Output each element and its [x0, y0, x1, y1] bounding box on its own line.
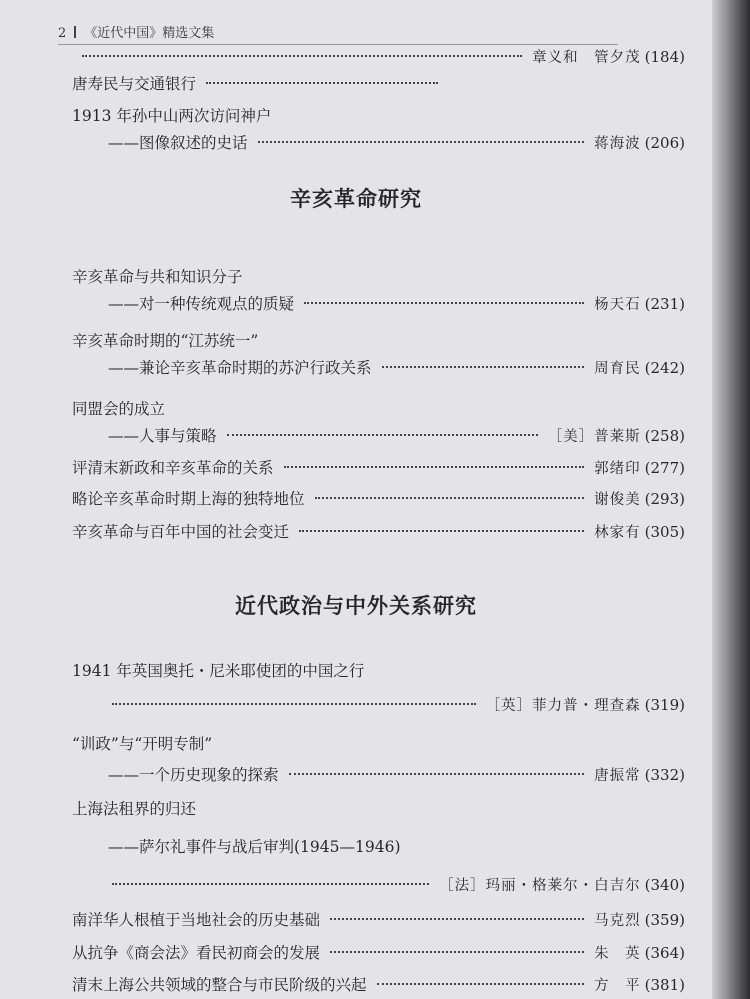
toc-entry: 评清末新政和辛亥革命的关系 郭绪印 (277) — [72, 459, 685, 477]
toc-subentry: ——图像叙述的史话 蒋海波 (206) — [108, 134, 685, 152]
header-divider — [74, 26, 76, 38]
toc-entry: 南洋华人根植于当地社会的历史基础 马克烈 (359) — [72, 911, 685, 929]
leader-dots — [299, 530, 584, 532]
toc-entry: 1941 年英国奥托・尼米耶使团的中国之行 — [72, 662, 365, 680]
leader-dots — [382, 366, 585, 368]
toc-entry: 从抗争《商会法》看民初商会的发展 朱 英 (364) — [72, 944, 685, 962]
toc-entry: 辛亥革命时期的“江苏统一” — [72, 332, 259, 350]
leader-dots — [330, 918, 584, 920]
toc-author-line: ［法］玛丽・格莱尔・白吉尔 (340) — [102, 873, 685, 897]
toc-entry: 略论辛亥革命时期上海的独特地位 谢俊美 (293) — [72, 490, 685, 508]
toc-subentry: ——人事与策略 ［美］普莱斯 (258) — [108, 427, 685, 445]
toc-entry: 1913 年孙中山两次访问神户 — [72, 107, 272, 125]
running-header — [58, 22, 214, 41]
toc-entry: 清末上海公共领域的整合与市民阶级的兴起 方 平 (381) — [72, 976, 685, 994]
toc-entry: 辛亥革命与百年中国的社会变迁 林家有 (305) — [72, 523, 685, 541]
leader-dots — [112, 883, 429, 885]
page-number: 2 — [58, 26, 67, 41]
toc-subentry: ——对一种传统观点的质疑 杨天石 (231) — [108, 295, 685, 313]
leader-dots — [315, 497, 585, 499]
page-edge-shadow — [712, 0, 750, 999]
leader-dots — [112, 703, 476, 705]
toc-entry: 辛亥革命与共和知识分子 — [72, 268, 243, 286]
leader-dots — [330, 951, 584, 953]
section-heading: 辛亥革命研究 — [290, 187, 422, 211]
toc-entry: 章义和 管夕茂 (184) — [72, 45, 685, 69]
toc-subentry: ——一个历史现象的探索 唐振常 (332) — [108, 766, 685, 784]
leader-dots — [284, 466, 585, 468]
leader-dots — [206, 82, 438, 84]
book-title: 《近代中国》精选文集 — [84, 26, 215, 41]
toc-entry: “训政”与“开明专制” — [72, 735, 213, 753]
leader-dots — [258, 141, 585, 143]
toc-entry: 唐寿民与交通银行 — [72, 72, 452, 96]
leader-dots — [82, 55, 522, 57]
leader-dots — [289, 773, 585, 775]
leader-dots — [227, 434, 538, 436]
leader-dots — [377, 983, 585, 985]
section-heading: 近代政治与中外关系研究 — [235, 594, 477, 618]
toc-entry: 上海法租界的归还 — [72, 800, 197, 818]
leader-dots — [304, 302, 584, 304]
toc-subentry: ——兼论辛亥革命时期的苏沪行政关系 周育民 (242) — [108, 359, 685, 377]
toc-subentry: ——萨尔礼事件与战后审判(1945—1946) — [108, 838, 401, 856]
toc-entry: 同盟会的成立 — [72, 400, 166, 418]
toc-author-line: ［英］菲力普・理查森 (319) — [102, 693, 685, 717]
